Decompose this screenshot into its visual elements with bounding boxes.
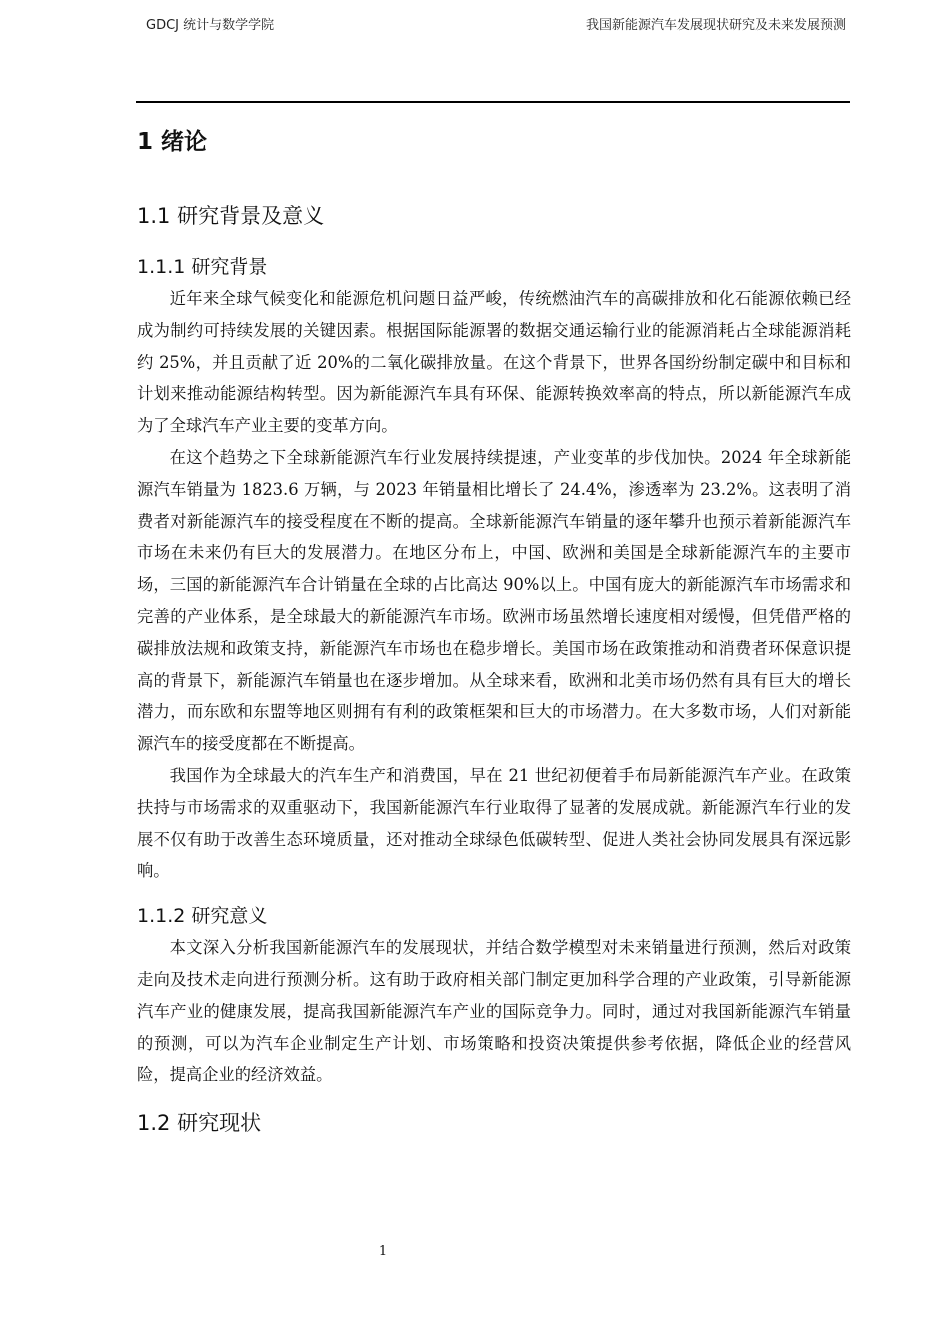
body-content [137, 124, 851, 1159]
section-heading-1-2: 1.2 研究现状 [137, 1111, 262, 1136]
subsection-heading-1-1-1: 1.1.1 研究背景 [137, 256, 268, 278]
subsection-heading-1-1-2: 1.1.2 研究意义 [137, 905, 268, 928]
chapter-heading: 1 绪论 [137, 129, 208, 155]
paragraph-background-3: 我国作为全球最大的汽车生产和消费国，早在 21 世纪初便着手布局新能源汽车产业。在政策扶持与市场需求的双重驱动下，我国新能源汽车行业取得了显著的发展成就。新能源汽车行业的发展不仅有助于改善生态环境质量，还对推动全球绿色低碳转型、促进人类社会协同发展具有深远影响。 [137, 765, 851, 881]
page-number: 1 [378, 1244, 388, 1259]
paragraph-background-2: 在这个趋势之下全球新能源汽车行业发展持续提速，产业变革的步伐加快。2024 年全球新能源汽车销量为 1823.6 万辆，与 2023 年销量相比增长了 24.4%，渗透率为 23.2%。这表明了消费者对新能源汽车的接受程度在不断的提高。全球新能源汽车销量的逐年攀升也预示着新能源汽车市场在未来仍有巨大的发展潜力。在地区分布上，中国、欧洲和美国是全球新能源汽车的主要市场，三国的新能源汽车合计销量在全球的占比高达 90%以上。中国有庞大的新能源汽车市场需求和完善的产业体系，是全球最大的新能源汽车市场。欧洲市场虽然增长速度相对缓慢，但凭借严格的碳排放法规和政策支持，新能源汽车市场也在稳步增长。美国市场在政策推动和消费者环保意识提高的背景下，新能源汽车销量也在逐步增加。从全球来看，欧洲和北美市场仍然有具有巨大的增长潜力，而东欧和东盟等地区则拥有有利的政策框架和巨大的市场潜力。在大多数市场，人们对新能源汽车的接受度都在不断提高。 [137, 447, 851, 754]
header-institution: GDCJ 统计与数学学院 [146, 18, 275, 33]
paragraph-significance-1: 本文深入分析我国新能源汽车的发展现状，并结合数学模型对未来销量进行预测，然后对政策走向及技术走向进行预测分析。这有助于政府相关部门制定更加科学合理的产业政策，引导新能源汽车产业的健康发展，提高我国新能源汽车产业的国际竞争力。同时，通过对我国新能源汽车销量的预测，可以为汽车企业制定生产计划、市场策略和投资决策提供参考依据，降低企业的经营风险，提高企业的经济效益。 [137, 938, 851, 1085]
section-heading-1-1: 1.1 研究背景及意义 [137, 204, 325, 228]
paragraph-background-1: 近年来全球气候变化和能源危机问题日益严峻，传统燃油汽车的高碳排放和化石能源依赖已经成为制约可持续发展的关键因素。根据国际能源署的数据交通运输行业的能源消耗占全球能源消耗约 25%，并且贡献了近 20%的二氧化碳排放量。在这个背景下，世界各国纷纷制定碳中和目标和计划来推动能源结构转型。因为新能源汽车具有环保、能源转换效率高的特点，所以新能源汽车成为了全球汽车产业主要的变革方向。 [137, 289, 851, 436]
header-paper-title: 我国新能源汽车发展现状研究及未来发展预测 [585, 18, 846, 33]
header-divider [136, 101, 850, 103]
